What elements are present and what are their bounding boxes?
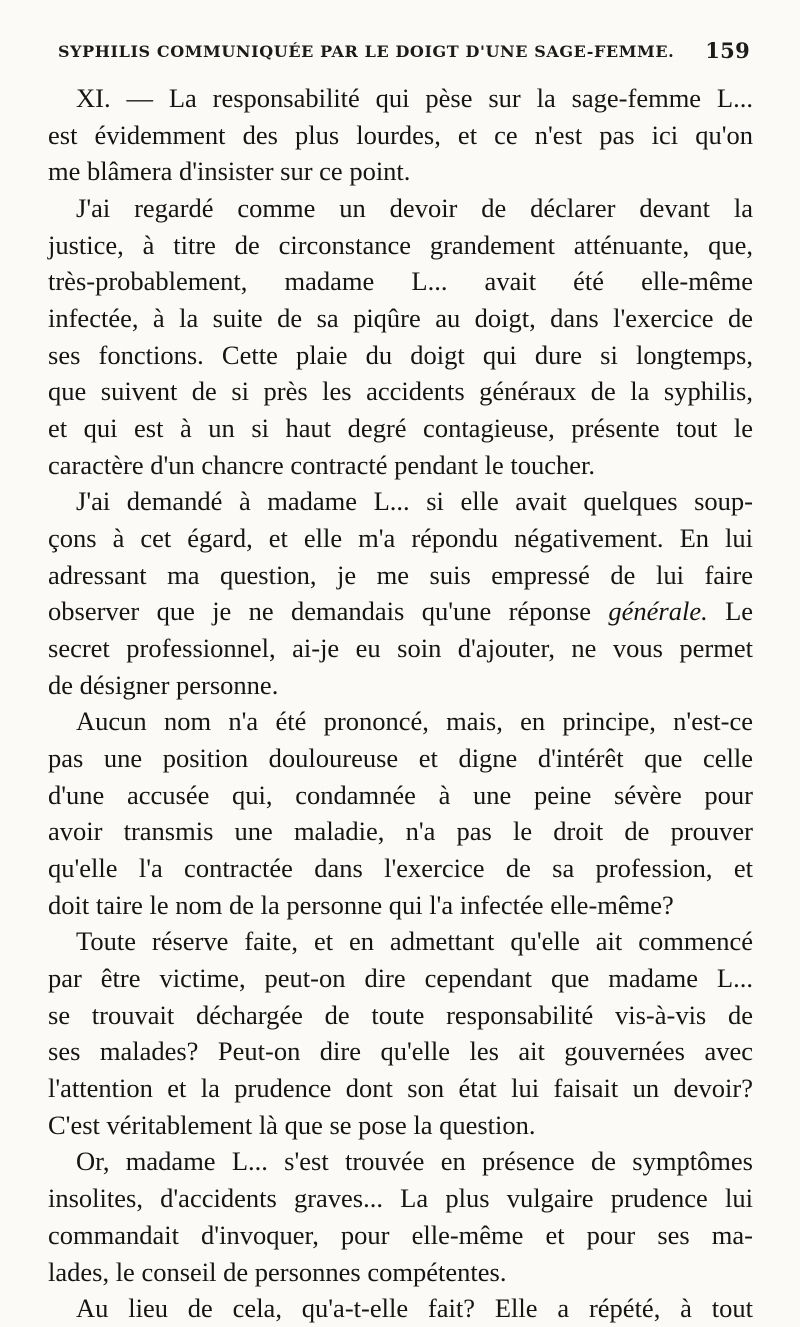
text-line: Aucun nom n'a été prononcé, mais, en principe, n'est-ce [76, 706, 753, 737]
text-line: est évidemment des plus lourdes, et ce n'est pas ici qu'on [48, 119, 753, 150]
text-line: Or, madame L... s'est trouvée en présence de symptômes [76, 1146, 753, 1177]
text-line: ses fonctions. Cette plaie du doigt qui dure si longtemps, [48, 339, 753, 370]
text-line: de désigner personne. [48, 669, 279, 700]
running-head [58, 38, 750, 66]
text-line: et qui est à un si haut degré contagieuse, présente tout le [48, 413, 753, 444]
text-line: par être victime, peut-on dire cependant que madame L... [48, 963, 753, 994]
text-line: Toute réserve faite, et en admettant qu'elle ait commencé [76, 926, 753, 957]
text-line: caractère d'un chancre contracté pendant le toucher. [48, 449, 595, 480]
text-line: pas une position douloureuse et digne d'intérêt que celle [48, 743, 753, 774]
text-line: d'une accusée qui, condamnée à une peine sévère pour [48, 779, 753, 810]
text-line: se trouvait déchargée de toute responsabilité vis-à-vis de [48, 999, 753, 1030]
text-line: J'ai regardé comme un devoir de déclarer devant la [76, 193, 753, 224]
text-line: insolites, d'accidents graves... La plus vulgaire prudence lui [48, 1183, 753, 1214]
text-line: me blâmera d'insister sur ce point. [48, 156, 411, 187]
text-line: que suivent de si près les accidents généraux de la syphilis, [48, 376, 753, 407]
text-line: l'attention et la prudence dont son état lui faisait un devoir? [48, 1073, 753, 1104]
text-line: qu'elle l'a contractée dans l'exercice de sa profession, et [48, 853, 753, 884]
text-line: adressant ma question, je me suis empressé de lui faire [48, 559, 753, 590]
text-line: avoir transmis une maladie, n'a pas le droit de prouver [48, 816, 753, 847]
italic-text: générale. [608, 596, 708, 627]
text-line: C'est véritablement là que se pose la question. [48, 1109, 536, 1140]
text-fragment: observer que je ne demandais qu'une réponse [48, 596, 592, 627]
text-line: XI. — La responsabilité qui pèse sur la sage-femme L... [76, 83, 753, 113]
text-line: lades, le conseil de personnes compétentes. [48, 1256, 507, 1287]
text-line: ses malades? Peut-on dire qu'elle les ait gouvernées avec [48, 1036, 753, 1067]
text-line: Au lieu de cela, qu'a-t-elle fait? Elle a répété, à tout [76, 1293, 753, 1324]
page-number: 159 [705, 38, 750, 63]
text-line: commandait d'invoquer, pour elle-même et pour ses ma- [48, 1219, 753, 1250]
running-title: SYPHILIS COMMUNIQUÉE PAR LE DOIGT D'UNE SAGE-FEMME. [58, 42, 675, 61]
text-line: infectée, à la suite de sa piqûre au doigt, dans l'exercice de [48, 303, 753, 334]
text-line: doit taire le nom de la personne qui l'a infectée elle-même? [48, 889, 674, 920]
text-line: très-probablement, madame L... avait été elle-même [48, 266, 753, 297]
text-line: çons à cet égard, et elle m'a répondu négativement. En lui [48, 523, 753, 554]
text-line: J'ai demandé à madame L... si elle avait quelques soup- [76, 486, 753, 517]
body-text [48, 80, 753, 1327]
text-line: justice, à titre de circonstance grandement atténuante, que, [48, 229, 753, 260]
text-line [48, 593, 753, 630]
text-fragment: Le [725, 596, 754, 627]
text-line: secret professionnel, ai-je eu soin d'ajouter, ne vous permet [48, 633, 753, 664]
